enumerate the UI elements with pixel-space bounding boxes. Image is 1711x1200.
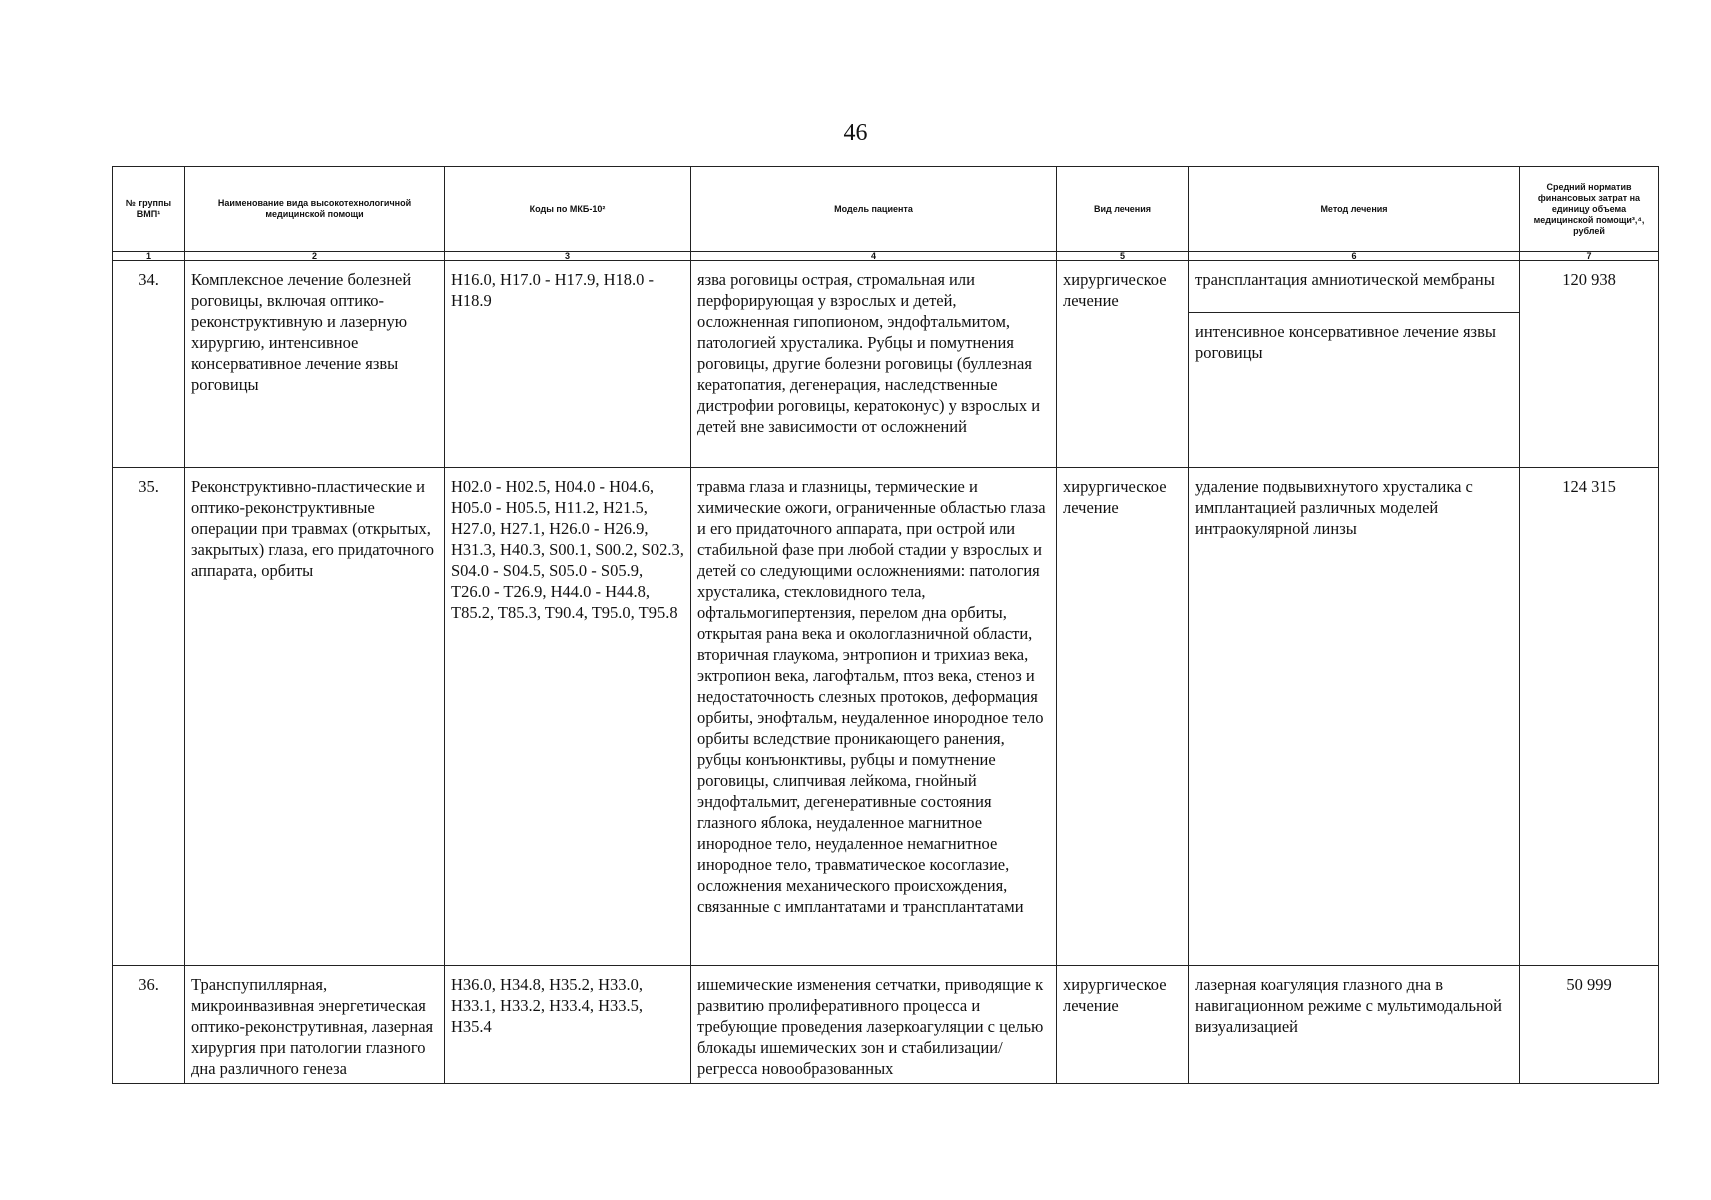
column-number: 2 [185, 252, 445, 261]
cost-cell [1520, 468, 1659, 966]
header-row [113, 167, 1659, 252]
treatment-type-cell [1057, 966, 1189, 1084]
header-model: Модель пациента [691, 167, 1057, 252]
treatment-method-cell [1189, 468, 1520, 966]
treatment-method: лазерная коагуляция глазного дна в навигационном режиме с мультимодальной визуализацией [1195, 975, 1502, 1036]
treatment-method: интенсивное консервативное лечение язвы роговицы [1195, 322, 1496, 362]
table-row [113, 261, 1659, 468]
page-number: 46 [843, 120, 868, 146]
group-number: 35. [138, 477, 159, 496]
care-name: Реконструктивно-пластические и оптико-реконструктивные операции при травмах (открытых, закрытых) глаза, его придаточного аппарата, орбиты [191, 477, 434, 580]
icd-codes-cell [445, 966, 691, 1084]
header-codes: Коды по МКБ-10² [445, 167, 691, 252]
group-number: 34. [138, 270, 159, 289]
treatment-method-cell [1189, 966, 1520, 1084]
column-number: 3 [445, 252, 691, 261]
column-number: 7 [1520, 252, 1659, 261]
patient-model-cell [691, 468, 1057, 966]
treatment-type: хирургическое лечение [1063, 477, 1167, 517]
header-name: Наименование вида высокотехнологичной медицинской помощи [185, 167, 445, 252]
treatment-type: хирургическое лечение [1063, 270, 1167, 310]
icd-codes: H36.0, H34.8, H35.2, H33.0, H33.1, H33.2, H33.4, H33.5, H35.4 [451, 975, 644, 1036]
patient-model-cell [691, 261, 1057, 468]
patient-model: ишемические изменения сетчатки, приводящие к развитию пролиферативного процесса и требующие проведения лазеркоагуляции с целью блокады ишемических зон и стабилизации/ регресса новообразованных [697, 975, 1044, 1078]
column-number-row [113, 252, 1659, 261]
treatment-method: трансплантация амниотической мембраны [1189, 261, 1519, 313]
header-group: № группы ВМП¹ [113, 167, 185, 252]
care-name: Комплексное лечение болезней роговицы, включая оптико-реконструктивную и лазерную хирургию, интенсивное консервативное лечение язвы роговицы [191, 270, 412, 394]
treatment-type-cell [1057, 261, 1189, 468]
patient-model: язва роговицы острая, стромальная или перфорирующая у взрослых и детей, осложненная гипопионом, эндофтальмитом, патологией хрусталика. Рубцы и помутнения роговицы, другие болезни роговицы (буллезная кератопатия, дегенерация, наследственные дистрофии роговицы, кератоконус) у взрослых и детей вне зависимости от осложнений [697, 270, 1041, 436]
icd-codes: H02.0 - H02.5, H04.0 - H04.6, H05.0 - H05.5, H11.2, H21.5, H27.0, H27.1, H26.0 - H26.9, H31.3, H40.3, S00.1, S00.2, S02.3, S04.0 - S04.5, S05.0 - S05.9, T26.0 - T26.9, H44.0 - H44.8, T85.2, T85.3, T90.4, T95.0, T95.8 [451, 477, 684, 622]
care-name: Транспупиллярная, микроинвазивная энергетическая оптико-реконструтивная, лазерная хирургия при патологии глазного дна различного генеза [191, 975, 434, 1078]
treatment-type: хирургическое лечение [1063, 975, 1167, 1015]
treatment-method-cell [1189, 261, 1520, 468]
vmp-table [112, 166, 1659, 1084]
table-row [113, 966, 1659, 1084]
care-name-cell [185, 261, 445, 468]
group-number: 36. [138, 975, 159, 994]
column-number: 1 [113, 252, 185, 261]
table-row [113, 468, 1659, 966]
cost-cell [1520, 261, 1659, 468]
icd-codes-cell [445, 261, 691, 468]
column-number: 5 [1057, 252, 1189, 261]
header-cost: Средний норматив финансовых затрат на единицу объема медицинской помощи³,⁴, рублей [1520, 167, 1659, 252]
group-number-cell [113, 468, 185, 966]
icd-codes: H16.0, H17.0 - H17.9, H18.0 - H18.9 [451, 270, 655, 310]
column-number: 6 [1189, 252, 1520, 261]
care-name-cell [185, 468, 445, 966]
patient-model-cell [691, 966, 1057, 1084]
care-name-cell [185, 966, 445, 1084]
treatment-method: удаление подвывихнутого хрусталика с имплантацией различных моделей интраокулярной линзы [1195, 477, 1473, 538]
header-treatment-type: Вид лечения [1057, 167, 1189, 252]
header-method: Метод лечения [1189, 167, 1520, 252]
column-number: 4 [691, 252, 1057, 261]
cost-value: 50 999 [1566, 975, 1612, 994]
group-number-cell [113, 966, 185, 1084]
cost-value: 124 315 [1562, 477, 1616, 496]
cost-value: 120 938 [1562, 270, 1616, 289]
patient-model: травма глаза и глазницы, термические и химические ожоги, ограниченные областью глаза и его придаточного аппарата, при острой или стабильной фазе при любой стадии у взрослых и детей со следующими осложнениями: патология хрусталика, стекловидного тела, офтальмогипертензия, перелом дна орбиты, открытая рана века и окологлазничной области, вторичная глаукома, энтропион и трихиаз века, эктропион века, лагофтальм, птоз века, стеноз и недостаточность слезных протоков, деформация орбиты, энофтальм, неудаленное инородное тело орбиты вследствие проникающего ранения, рубцы конъюнктивы, рубцы и помутнение роговицы, слипчивая лейкома, гнойный эндофтальмит, дегенеративные состояния глазного яблока, неудаленное магнитное инородное тело, неудаленное немагнитное инородное тело, травматическое косоглазие, осложнения механического происхождения, связанные с имплантатами и трансплантатами [697, 477, 1046, 916]
cost-cell [1520, 966, 1659, 1084]
group-number-cell [113, 261, 185, 468]
treatment-type-cell [1057, 468, 1189, 966]
icd-codes-cell [445, 468, 691, 966]
